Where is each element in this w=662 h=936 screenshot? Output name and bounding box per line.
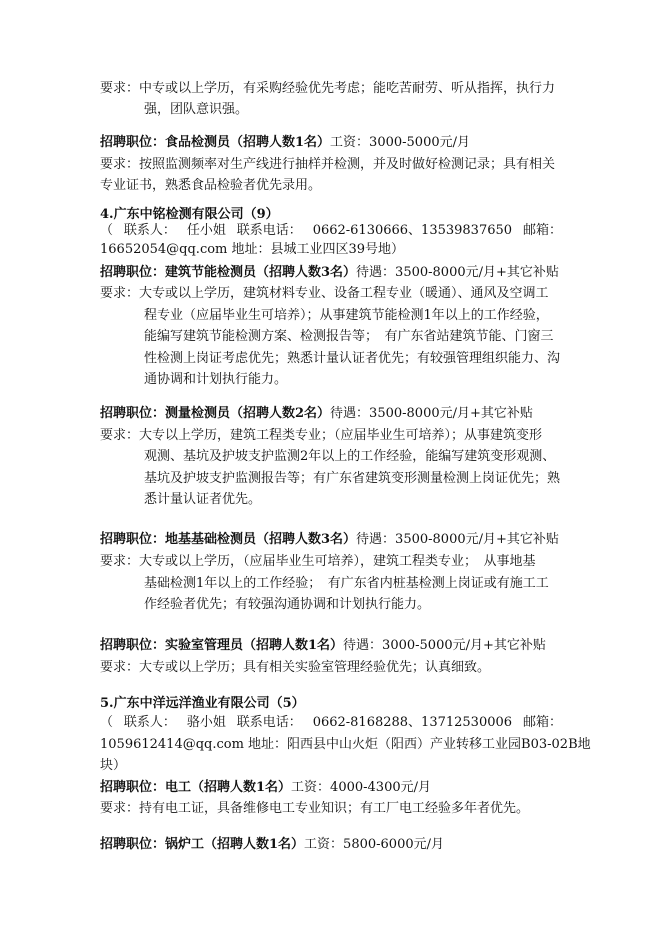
- contact-label: 联系人：: [123, 223, 176, 238]
- contact-name: 骆小姐: [186, 715, 226, 730]
- job-pay: 待遇：3000-5000元/月+其它补贴: [343, 638, 546, 653]
- contact-line: [100, 222, 562, 240]
- requirement-line: 要求：大专或以上学历，建筑材料专业、设备工程专业（暖通）、通风及空调工: [100, 286, 549, 301]
- contact-label: 联系电话：: [236, 715, 302, 730]
- job-heading: [100, 637, 546, 655]
- requirement-line: 要求：中专或以上学历，有采购经验优先考虑；能吃苦耐劳、听从指挥，执行力: [100, 81, 556, 96]
- contact-label: 联系人：: [123, 715, 176, 730]
- contact-line: [100, 714, 562, 732]
- requirement-line: 要求：大专或以上学历；具有相关实验室管理经验优先；认真细致。: [100, 660, 491, 675]
- job-title: 招聘职位：建筑节能检测员（招聘人数3名）: [100, 265, 357, 280]
- contact-line: 块）: [100, 758, 127, 773]
- job-heading: [100, 134, 470, 152]
- job-pay: 待遇：3500-8000元/月+其它补贴: [356, 265, 559, 280]
- job-title: 招聘职位：电工（招聘人数1名）: [100, 780, 292, 795]
- requirement-line: 观测、基坑及护坡支护监测2年以上的工作经验，能编写建筑变形观测、: [144, 449, 556, 464]
- contact-name: 任小姐: [186, 223, 226, 238]
- job-title: 招聘职位：测量检测员（招聘人数2名）: [100, 406, 331, 421]
- requirement-line: 要求：大专或以上学历，（应届毕业生可培养），建筑工程类专业； 从事地基: [100, 554, 536, 569]
- company-heading: 5.广东中洋远洋渔业有限公司（5）: [100, 696, 305, 711]
- job-heading: [100, 264, 559, 282]
- contact-phone: 0662-8168288、13712530006: [312, 715, 513, 730]
- requirement-line: 基坑及护坡支护监测报告等；有广东省建筑变形测量检测上岗证优先；熟: [144, 471, 561, 486]
- contact-label: 邮箱：: [522, 223, 562, 238]
- job-title: 招聘职位：地基基础检测员（招聘人数3名）: [100, 532, 357, 547]
- contact-line: 16652054@qq.com 地址：县城工业四区39号地）: [100, 242, 405, 257]
- job-pay: 待遇：3500-8000元/月+其它补贴: [330, 406, 533, 421]
- requirement-line: 要求：持有电工证，具备维修电工专业知识；有工厂电工经验多年者优先。: [100, 801, 530, 816]
- job-pay: 待遇：3500-8000元/月+其它补贴: [356, 532, 559, 547]
- requirement-line: 要求：大专以上学历，建筑工程类专业；（应届毕业生可培养）；从事建筑变形: [100, 428, 543, 443]
- requirement-line: 性检测上岗证考虑优先；熟悉计量认证者优先；有较强管理组织能力、沟: [144, 351, 561, 366]
- requirement-line: 基础检测1年以上的工作经验； 有广东省内桩基检测上岗证或有施工工: [144, 576, 549, 591]
- contact-phone: 0662-6130666、13539837650: [312, 223, 513, 238]
- requirement-line: 强，团队意识强。: [144, 102, 249, 117]
- job-heading: [100, 405, 533, 423]
- requirement-line: 能编写建筑节能检测方案、检测报告等； 有广东省站建筑节能、门窗三: [144, 329, 554, 344]
- job-title: 招聘职位：食品检测员（招聘人数1名）: [100, 135, 331, 150]
- requirement-line: 作经验者优先；有较强沟通协调和计划执行能力。: [144, 597, 431, 612]
- job-title: 招聘职位：锅炉工（招聘人数1名）: [100, 837, 305, 852]
- contact-part: （: [100, 223, 114, 238]
- contact-label: 邮箱：: [522, 715, 562, 730]
- contact-part: （: [100, 715, 114, 730]
- job-pay: 工资：3000-5000元/月: [330, 135, 470, 150]
- company-heading: 4.广东中铭检测有限公司（9）: [100, 207, 279, 222]
- job-title: 招聘职位：实验室管理员（招聘人数1名）: [100, 638, 344, 653]
- job-pay: 工资：4000-4300元/月: [291, 780, 431, 795]
- job-heading: [100, 779, 431, 797]
- job-heading: [100, 531, 559, 549]
- requirement-line: 通协调和计划执行能力。: [144, 372, 288, 387]
- job-pay: 工资：5800-6000元/月: [304, 837, 444, 852]
- requirement-line: 要求：按照监测频率对生产线进行抽样并检测，并及时做好检测记录；具有相关: [100, 157, 556, 172]
- requirement-line: 程专业（应届毕业生可培养）；从事建筑节能检测1年以上的工作经验，: [144, 308, 549, 323]
- job-heading: [100, 836, 444, 854]
- requirement-line: 悉计量认证者优先。: [144, 492, 262, 507]
- contact-label: 联系电话：: [236, 223, 302, 238]
- contact-line: 1059612414@qq.com 地址：阳西县中山火炬（阳西）产业转移工业园B03-02B地: [100, 737, 591, 752]
- requirement-line: 专业证书，熟悉食品检验者优先录用。: [100, 178, 322, 193]
